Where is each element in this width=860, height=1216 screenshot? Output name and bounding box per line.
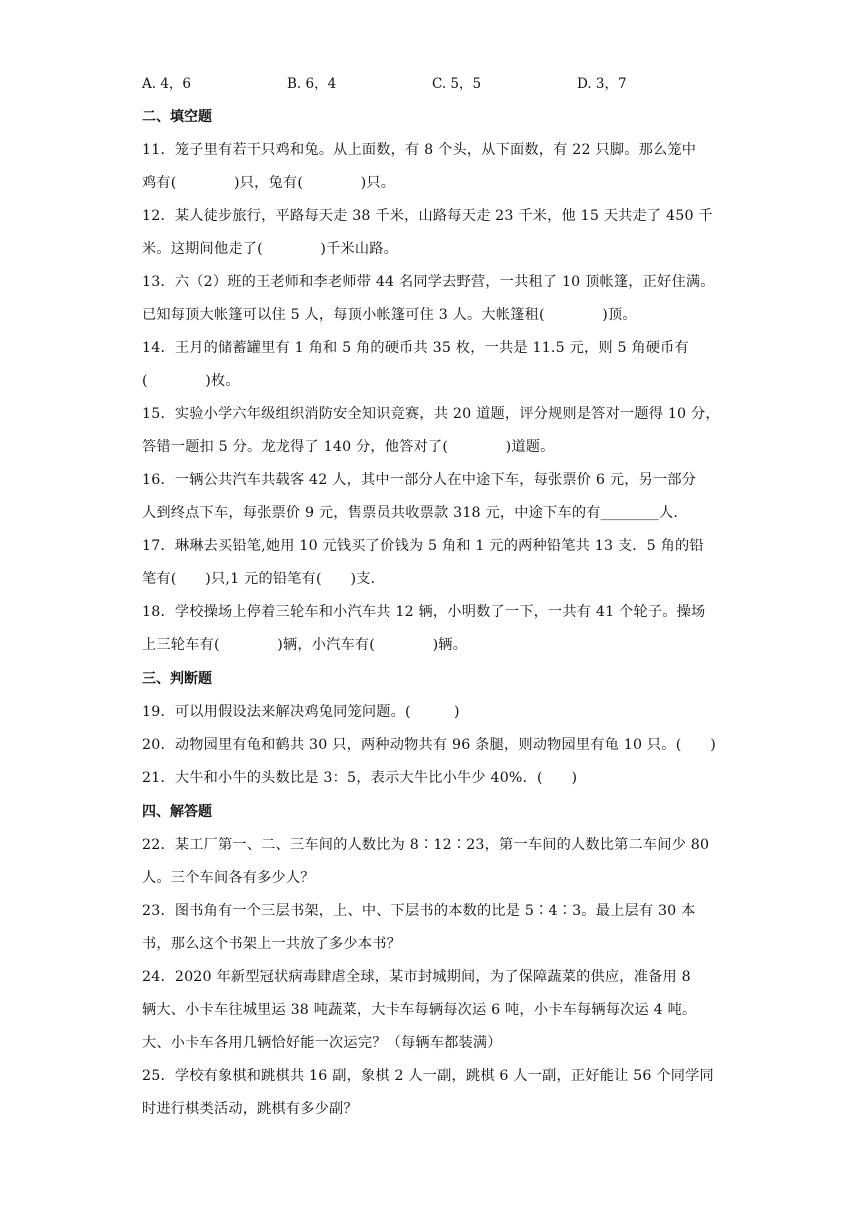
question-line: 19．可以用假设法来解决鸡兔同笼问题。( )	[142, 704, 460, 720]
question-line: 24．2020 年新型冠状病毒肆虐全球，某市封城期间，为了保障蔬菜的供应，准备用 8	[142, 969, 691, 985]
question-line: 12．某人徒步旅行，平路每天走 38 千米，山路每天走 23 千米，他 15 天共走了 450 千	[142, 208, 713, 224]
question-line: 20．动物园里有龟和鹤共 30 只，两种动物共有 96 条腿，则动物园里有龟 10 只。( )	[142, 737, 716, 753]
section-title-fill-blank: 二、填空题	[142, 109, 212, 125]
question-line: 鸡有( )只，兔有( )只。	[142, 175, 396, 191]
question-line: 21．大牛和小牛的头数比是 3：5，表示大牛比小牛少 40%．( )	[142, 770, 578, 786]
question-20	[142, 729, 722, 762]
option-c: C. 5，5	[432, 76, 482, 92]
question-line: 11．笼子里有若干只鸡和兔。从上面数，有 8 个头，从下面数，有 22 只脚。那么笼中	[142, 142, 697, 158]
question-line: 上三轮车有( )辆，小汽车有( )辆。	[142, 637, 468, 653]
question-14	[142, 332, 722, 398]
question-line: 25．学校有象棋和跳棋共 16 副，象棋 2 人一副，跳棋 6 人一副，正好能让 56 个同学同	[142, 1068, 714, 1084]
question-line: 23．图书角有一个三层书架，上、中、下层书的本数的比是 5∶4∶3。最上层有 30 本	[142, 903, 696, 919]
question-line: 笔有( )只,1 元的铅笔有( )支.	[142, 571, 376, 587]
section-title-word-problems: 四、解答题	[142, 804, 212, 820]
option-a: A. 4，6	[142, 76, 192, 92]
question-22	[142, 829, 722, 895]
question-line: 米。这期间他走了( )千米山路。	[142, 241, 399, 257]
question-line: 书，那么这个书架上一共放了多少本书？	[142, 936, 401, 952]
question-line: 13．六（2）班的王老师和李老师带 44 名同学去野营，一共租了 10 顶帐篷，正好住满。	[142, 274, 715, 290]
question-line: 辆大、小卡车往城里运 38 吨蔬菜，大卡车每辆每次运 6 吨，小卡车每辆每次运 4 吨。	[142, 1002, 697, 1018]
question-line: 18．学校操场上停着三轮车和小汽车共 12 辆，小明数了一下，一共有 41 个轮子。操场	[142, 604, 706, 620]
worksheet-page	[142, 64, 722, 1126]
question-line: 15．实验小学六年级组织消防安全知识竞赛，共 20 道题，评分规则是答对一题得 10 分，	[142, 406, 720, 422]
question-line: ( )枚。	[142, 373, 240, 389]
question-line: 22．某工厂第一、二、三车间的人数比为 8∶12∶23，第一车间的人数比第二车间少 80	[142, 837, 710, 853]
question-line: 人到终点下车，每张票价 9 元，售票员共收票款 318 元，中途下车的有________人.	[142, 505, 679, 521]
question-line: 时进行棋类活动，跳棋有多少副？	[142, 1101, 358, 1117]
question-18	[142, 596, 722, 662]
question-24	[142, 961, 722, 1060]
question-23	[142, 895, 722, 961]
section-title-true-false: 三、判断题	[142, 671, 212, 687]
answer-options-row	[142, 64, 722, 100]
question-16	[142, 464, 722, 530]
question-13	[142, 266, 722, 332]
question-21	[142, 762, 722, 795]
question-19	[142, 696, 722, 729]
question-line: 答错一题扣 5 分。龙龙得了 140 分，他答对了( )道题。	[142, 439, 555, 455]
question-25	[142, 1060, 722, 1126]
question-15	[142, 398, 722, 464]
question-line: 已知每顶大帐篷可以住 5 人，每顶小帐篷可住 3 人。大帐篷租( )顶。	[142, 307, 637, 323]
question-11	[142, 134, 722, 200]
question-12	[142, 200, 722, 266]
option-d: D. 3，7	[577, 76, 627, 92]
question-line: 14．王月的储蓄罐里有 1 角和 5 角的硬币共 35 枚，一共是 11.5 元，则 5 角硬币有	[142, 340, 689, 356]
option-b: B. 6，4	[287, 76, 337, 92]
question-line: 人。三个车间各有多少人？	[142, 870, 315, 886]
question-line: 大、小卡车各用几辆恰好能一次运完？（每辆车都装满）	[142, 1035, 502, 1051]
question-17	[142, 530, 722, 596]
question-line: 17．琳琳去买铅笔,她用 10 元钱买了价钱为 5 角和 1 元的两种铅笔共 13 支．5 角的铅	[142, 538, 704, 554]
question-line: 16．一辆公共汽车共载客 42 人，其中一部分人在中途下车，每张票价 6 元，另一部分	[142, 472, 697, 488]
